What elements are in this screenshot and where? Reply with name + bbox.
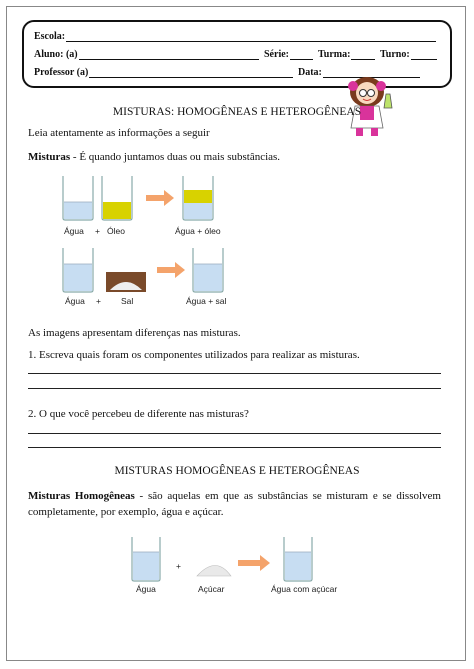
question-2: 2. O que você percebeu de diferente nas misturas?	[28, 408, 249, 420]
answer-line-1a[interactable]	[28, 373, 441, 374]
section2-title: MISTURAS HOMOGÊNEAS E HETEROGÊNEAS	[114, 465, 360, 477]
arrow-icon-1	[146, 190, 174, 206]
arrow-icon-2	[157, 262, 185, 278]
caption-oil: Óleo	[107, 226, 125, 236]
beaker-water-salt	[190, 246, 226, 294]
beaker-water-2	[60, 246, 96, 294]
answer-line-1b[interactable]	[28, 388, 441, 389]
beaker-water-oil	[180, 174, 216, 222]
caption-sugar: Açúcar	[198, 584, 225, 594]
section1-title: MISTURAS: HOMOGÊNEAS E HETEROGÊNEAS	[112, 106, 362, 118]
caption-plus-1: +	[95, 226, 100, 236]
class-label: Turma:	[318, 49, 351, 60]
caption-water-salt: Água + sal	[186, 296, 227, 306]
answer-line-2b[interactable]	[28, 447, 441, 448]
intro-text: Leia atentamente as informações a seguir	[28, 127, 210, 139]
beaker-sugar-water	[281, 535, 315, 583]
shift-field[interactable]	[380, 49, 440, 60]
caption-water-oil: Água + óleo	[175, 226, 221, 236]
arrow-icon-3	[238, 555, 270, 571]
grade-field[interactable]	[264, 49, 316, 60]
homogeneous-definition-text: - são aquelas em que as substâncias se misturam e se dissolvem completamente, por exemplo, água e açúcar.	[28, 490, 441, 518]
caption-plus-3: +	[176, 561, 181, 571]
caption-water-2: Água	[65, 296, 85, 306]
teacher-label: Professor (a)	[34, 67, 89, 78]
school-field[interactable]	[34, 31, 439, 42]
question-1: 1. Escreva quais foram os componentes utilizados para realizar as misturas.	[28, 349, 360, 361]
observation-text: As imagens apresentam diferenças nas misturas.	[28, 327, 241, 339]
homogeneous-term: Misturas Homogêneas	[28, 490, 135, 502]
sugar-image	[196, 555, 232, 577]
class-field[interactable]	[318, 49, 378, 60]
beaker-water-1	[60, 174, 96, 222]
student-field[interactable]	[34, 49, 262, 60]
mixtures-term: Misturas	[28, 151, 71, 163]
beaker-oil	[99, 174, 135, 222]
answer-line-2a[interactable]	[28, 433, 441, 434]
caption-water-1: Água	[64, 226, 84, 236]
mixtures-definition	[28, 149, 280, 165]
grade-label: Série:	[264, 49, 289, 60]
caption-plus-2: +	[96, 296, 101, 306]
beaker-water-3	[129, 535, 163, 583]
mixtures-definition-text: - É quando juntamos duas ou mais substâncias.	[70, 151, 281, 163]
caption-salt: Sal	[121, 296, 134, 306]
student-label: Aluno: (a)	[34, 49, 78, 60]
date-label: Data:	[298, 67, 322, 78]
caption-sugar-water: Água com açúcar	[271, 584, 338, 594]
teacher-field[interactable]	[34, 67, 296, 78]
school-label: Escola:	[34, 31, 66, 42]
caption-water-3: Água	[136, 584, 156, 594]
homogeneous-definition	[28, 488, 441, 520]
salt-image	[106, 272, 146, 292]
shift-label: Turno:	[380, 49, 410, 60]
